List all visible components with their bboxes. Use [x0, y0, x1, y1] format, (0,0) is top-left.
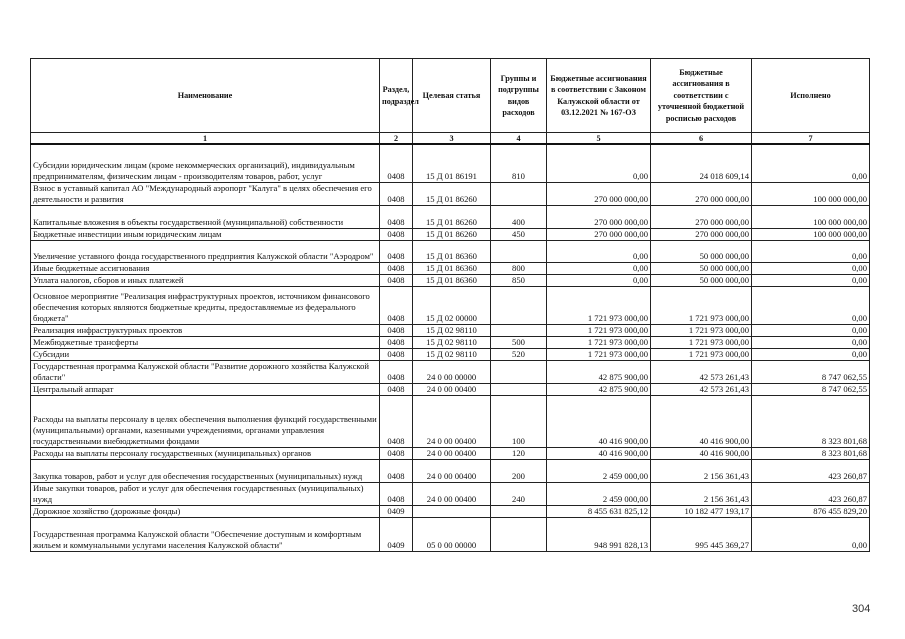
table-row	[31, 262, 870, 274]
row-executed: 0,00	[752, 286, 870, 324]
row-law: 270 000 000,00	[547, 228, 651, 240]
table-body	[31, 144, 870, 551]
row-executed: 876 455 829,20	[752, 505, 870, 517]
row-name: Иные закупки товаров, работ и услуг для обеспечения государственных (муниципальных) нужд	[31, 482, 380, 505]
row-group: 500	[491, 336, 547, 348]
row-section: 0408	[380, 360, 413, 383]
row-name: Реализация инфраструктурных проектов	[31, 324, 380, 336]
row-section: 0408	[380, 395, 413, 447]
row-name: Субсидии юридическим лицам (кроме некоммерческих организаций), индивидуальным предпринимателям, физическим лицам - производителям товаров, работ, услуг	[31, 144, 380, 182]
row-article: 15 Д 01 86360	[413, 240, 491, 262]
row-group	[491, 517, 547, 551]
row-revised: 270 000 000,00	[651, 205, 752, 228]
row-revised: 1 721 973 000,00	[651, 336, 752, 348]
row-group: 100	[491, 395, 547, 447]
row-article: 15 Д 01 86191	[413, 144, 491, 182]
table-row	[31, 395, 870, 447]
row-section: 0408	[380, 205, 413, 228]
row-article: 24 0 00 00400	[413, 383, 491, 395]
row-executed: 8 323 801,68	[752, 447, 870, 459]
row-group: 240	[491, 482, 547, 505]
row-law: 40 416 900,00	[547, 447, 651, 459]
row-group	[491, 182, 547, 205]
row-name: Увеличение уставного фонда государственного предприятия Калужской области "Аэродром"	[31, 240, 380, 262]
row-executed: 423 260,87	[752, 459, 870, 482]
row-executed: 0,00	[752, 262, 870, 274]
row-section: 0408	[380, 274, 413, 286]
row-law: 1 721 973 000,00	[547, 286, 651, 324]
row-name: Взнос в уставный капитал АО "Международный аэропорт "Калуга" в целях обеспечения его деятельности и развития	[31, 182, 380, 205]
row-name: Государственная программа Калужской области "Развитие дорожного хозяйства Калужской области"	[31, 360, 380, 383]
row-revised: 40 416 900,00	[651, 447, 752, 459]
row-law: 1 721 973 000,00	[547, 336, 651, 348]
row-article: 24 0 00 00400	[413, 459, 491, 482]
row-law: 42 875 900,00	[547, 360, 651, 383]
table-row	[31, 348, 870, 360]
row-revised: 40 416 900,00	[651, 395, 752, 447]
row-group: 450	[491, 228, 547, 240]
row-law: 0,00	[547, 274, 651, 286]
row-revised: 995 445 369,27	[651, 517, 752, 551]
row-executed: 0,00	[752, 274, 870, 286]
row-law: 1 721 973 000,00	[547, 324, 651, 336]
row-executed: 8 747 062,55	[752, 360, 870, 383]
row-executed: 423 260,87	[752, 482, 870, 505]
row-group: 850	[491, 274, 547, 286]
header-section: Раздел, подраздел	[380, 59, 413, 133]
row-group	[491, 360, 547, 383]
row-article: 15 Д 02 00000	[413, 286, 491, 324]
row-revised: 42 573 261,43	[651, 360, 752, 383]
table-row	[31, 360, 870, 383]
row-group: 200	[491, 459, 547, 482]
row-name: Расходы на выплаты персоналу государственных (муниципальных) органов	[31, 447, 380, 459]
column-number-row	[31, 133, 870, 145]
table-row	[31, 274, 870, 286]
row-name: Иные бюджетные ассигнования	[31, 262, 380, 274]
row-name: Основное мероприятие "Реализация инфраструктурных проектов, источником финансового обеспечения которых являются бюджетные кредиты, предоставляемые из федерального бюджета"	[31, 286, 380, 324]
header-row	[31, 59, 870, 133]
row-executed: 0,00	[752, 336, 870, 348]
table-row	[31, 517, 870, 551]
row-revised: 270 000 000,00	[651, 182, 752, 205]
budget-table-sheet	[30, 58, 869, 552]
row-group: 800	[491, 262, 547, 274]
header-name: Наименование	[31, 59, 380, 133]
row-section: 0408	[380, 262, 413, 274]
row-name: Капитальные вложения в объекты государственной (муниципальной) собственности	[31, 205, 380, 228]
row-executed: 100 000 000,00	[752, 182, 870, 205]
row-law: 40 416 900,00	[547, 395, 651, 447]
row-group: 400	[491, 205, 547, 228]
row-article: 15 Д 01 86360	[413, 262, 491, 274]
table-row	[31, 240, 870, 262]
row-section: 0408	[380, 383, 413, 395]
row-law: 270 000 000,00	[547, 182, 651, 205]
table-row	[31, 144, 870, 182]
header-article: Целевая статья	[413, 59, 491, 133]
row-law: 8 455 631 825,12	[547, 505, 651, 517]
header-executed: Исполнено	[752, 59, 870, 133]
row-name: Уплата налогов, сборов и иных платежей	[31, 274, 380, 286]
table-row	[31, 447, 870, 459]
row-group: 120	[491, 447, 547, 459]
row-section: 0408	[380, 482, 413, 505]
row-revised: 1 721 973 000,00	[651, 286, 752, 324]
row-law: 0,00	[547, 240, 651, 262]
row-executed: 8 747 062,55	[752, 383, 870, 395]
row-law: 42 875 900,00	[547, 383, 651, 395]
row-revised: 1 721 973 000,00	[651, 348, 752, 360]
header-law: Бюджетные ассигнования в соответствии с Законом Калужской области от 03.12.2021 № 167-ОЗ	[547, 59, 651, 133]
row-name: Расходы на выплаты персоналу в целях обеспечения выполнения функций государственными (муниципальными) органами, казенными учреждениями, органами управления государственными внебюджетными фондами	[31, 395, 380, 447]
row-revised: 2 156 361,43	[651, 482, 752, 505]
table-row	[31, 383, 870, 395]
page-number: 304	[852, 603, 871, 615]
row-article: 15 Д 02 98110	[413, 348, 491, 360]
row-article: 15 Д 01 86260	[413, 182, 491, 205]
row-group: 520	[491, 348, 547, 360]
row-article: 05 0 00 00000	[413, 517, 491, 551]
table-row	[31, 286, 870, 324]
row-article: 24 0 00 00400	[413, 482, 491, 505]
row-law: 2 459 000,00	[547, 459, 651, 482]
row-revised: 2 156 361,43	[651, 459, 752, 482]
table-row	[31, 482, 870, 505]
table-row	[31, 336, 870, 348]
row-group	[491, 240, 547, 262]
row-law: 948 991 828,13	[547, 517, 651, 551]
row-executed: 100 000 000,00	[752, 205, 870, 228]
column-number: 5	[547, 133, 651, 145]
column-number: 4	[491, 133, 547, 145]
row-name: Межбюджетные трансферты	[31, 336, 380, 348]
row-article: 15 Д 02 98110	[413, 336, 491, 348]
row-revised: 50 000 000,00	[651, 262, 752, 274]
row-name: Центральный аппарат	[31, 383, 380, 395]
row-executed: 0,00	[752, 517, 870, 551]
column-number: 1	[31, 133, 380, 145]
row-section: 0408	[380, 447, 413, 459]
row-article: 15 Д 01 86360	[413, 274, 491, 286]
column-number: 7	[752, 133, 870, 145]
row-article: 24 0 00 00400	[413, 395, 491, 447]
row-article: 24 0 00 00000	[413, 360, 491, 383]
header-group: Группы и подгруппы видов расходов	[491, 59, 547, 133]
row-section: 0408	[380, 182, 413, 205]
table-row	[31, 324, 870, 336]
header-revised: Бюджетные ассигнования в соответствии с уточненной бюджетной росписью расходов	[651, 59, 752, 133]
row-revised: 10 182 477 193,17	[651, 505, 752, 517]
row-section: 0408	[380, 240, 413, 262]
row-article: 15 Д 01 86260	[413, 205, 491, 228]
column-number: 3	[413, 133, 491, 145]
table-row	[31, 182, 870, 205]
row-law: 1 721 973 000,00	[547, 348, 651, 360]
row-name: Дорожное хозяйство (дорожные фонды)	[31, 505, 380, 517]
row-law: 270 000 000,00	[547, 205, 651, 228]
row-law: 0,00	[547, 262, 651, 274]
row-name: Закупка товаров, работ и услуг для обеспечения государственных (муниципальных) нужд	[31, 459, 380, 482]
row-executed: 100 000 000,00	[752, 228, 870, 240]
row-section: 0408	[380, 459, 413, 482]
row-executed: 8 323 801,68	[752, 395, 870, 447]
row-name: Бюджетные инвестиции иным юридическим лицам	[31, 228, 380, 240]
column-number: 2	[380, 133, 413, 145]
row-section: 0408	[380, 144, 413, 182]
budget-table	[30, 58, 870, 552]
row-revised: 50 000 000,00	[651, 240, 752, 262]
row-section: 0409	[380, 505, 413, 517]
row-executed: 0,00	[752, 144, 870, 182]
row-section: 0408	[380, 336, 413, 348]
row-revised: 270 000 000,00	[651, 228, 752, 240]
row-section: 0408	[380, 324, 413, 336]
row-name: Субсидии	[31, 348, 380, 360]
table-row	[31, 228, 870, 240]
row-law: 2 459 000,00	[547, 482, 651, 505]
row-revised: 24 018 609,14	[651, 144, 752, 182]
row-revised: 1 721 973 000,00	[651, 324, 752, 336]
row-group	[491, 383, 547, 395]
row-section: 0408	[380, 348, 413, 360]
row-article: 15 Д 02 98110	[413, 324, 491, 336]
row-group	[491, 286, 547, 324]
row-revised: 42 573 261,43	[651, 383, 752, 395]
table-row	[31, 205, 870, 228]
row-group: 810	[491, 144, 547, 182]
row-law: 0,00	[547, 144, 651, 182]
row-executed: 0,00	[752, 324, 870, 336]
row-section: 0409	[380, 517, 413, 551]
row-revised: 50 000 000,00	[651, 274, 752, 286]
row-name: Государственная программа Калужской области "Обеспечение доступным и комфортным жильем и коммунальными услугами населения Калужской области"	[31, 517, 380, 551]
table-row	[31, 505, 870, 517]
table-row	[31, 459, 870, 482]
row-group	[491, 505, 547, 517]
row-article	[413, 505, 491, 517]
row-executed: 0,00	[752, 240, 870, 262]
row-executed: 0,00	[752, 348, 870, 360]
row-group	[491, 324, 547, 336]
row-article: 15 Д 01 86260	[413, 228, 491, 240]
row-section: 0408	[380, 228, 413, 240]
row-section: 0408	[380, 286, 413, 324]
column-number: 6	[651, 133, 752, 145]
row-article: 24 0 00 00400	[413, 447, 491, 459]
